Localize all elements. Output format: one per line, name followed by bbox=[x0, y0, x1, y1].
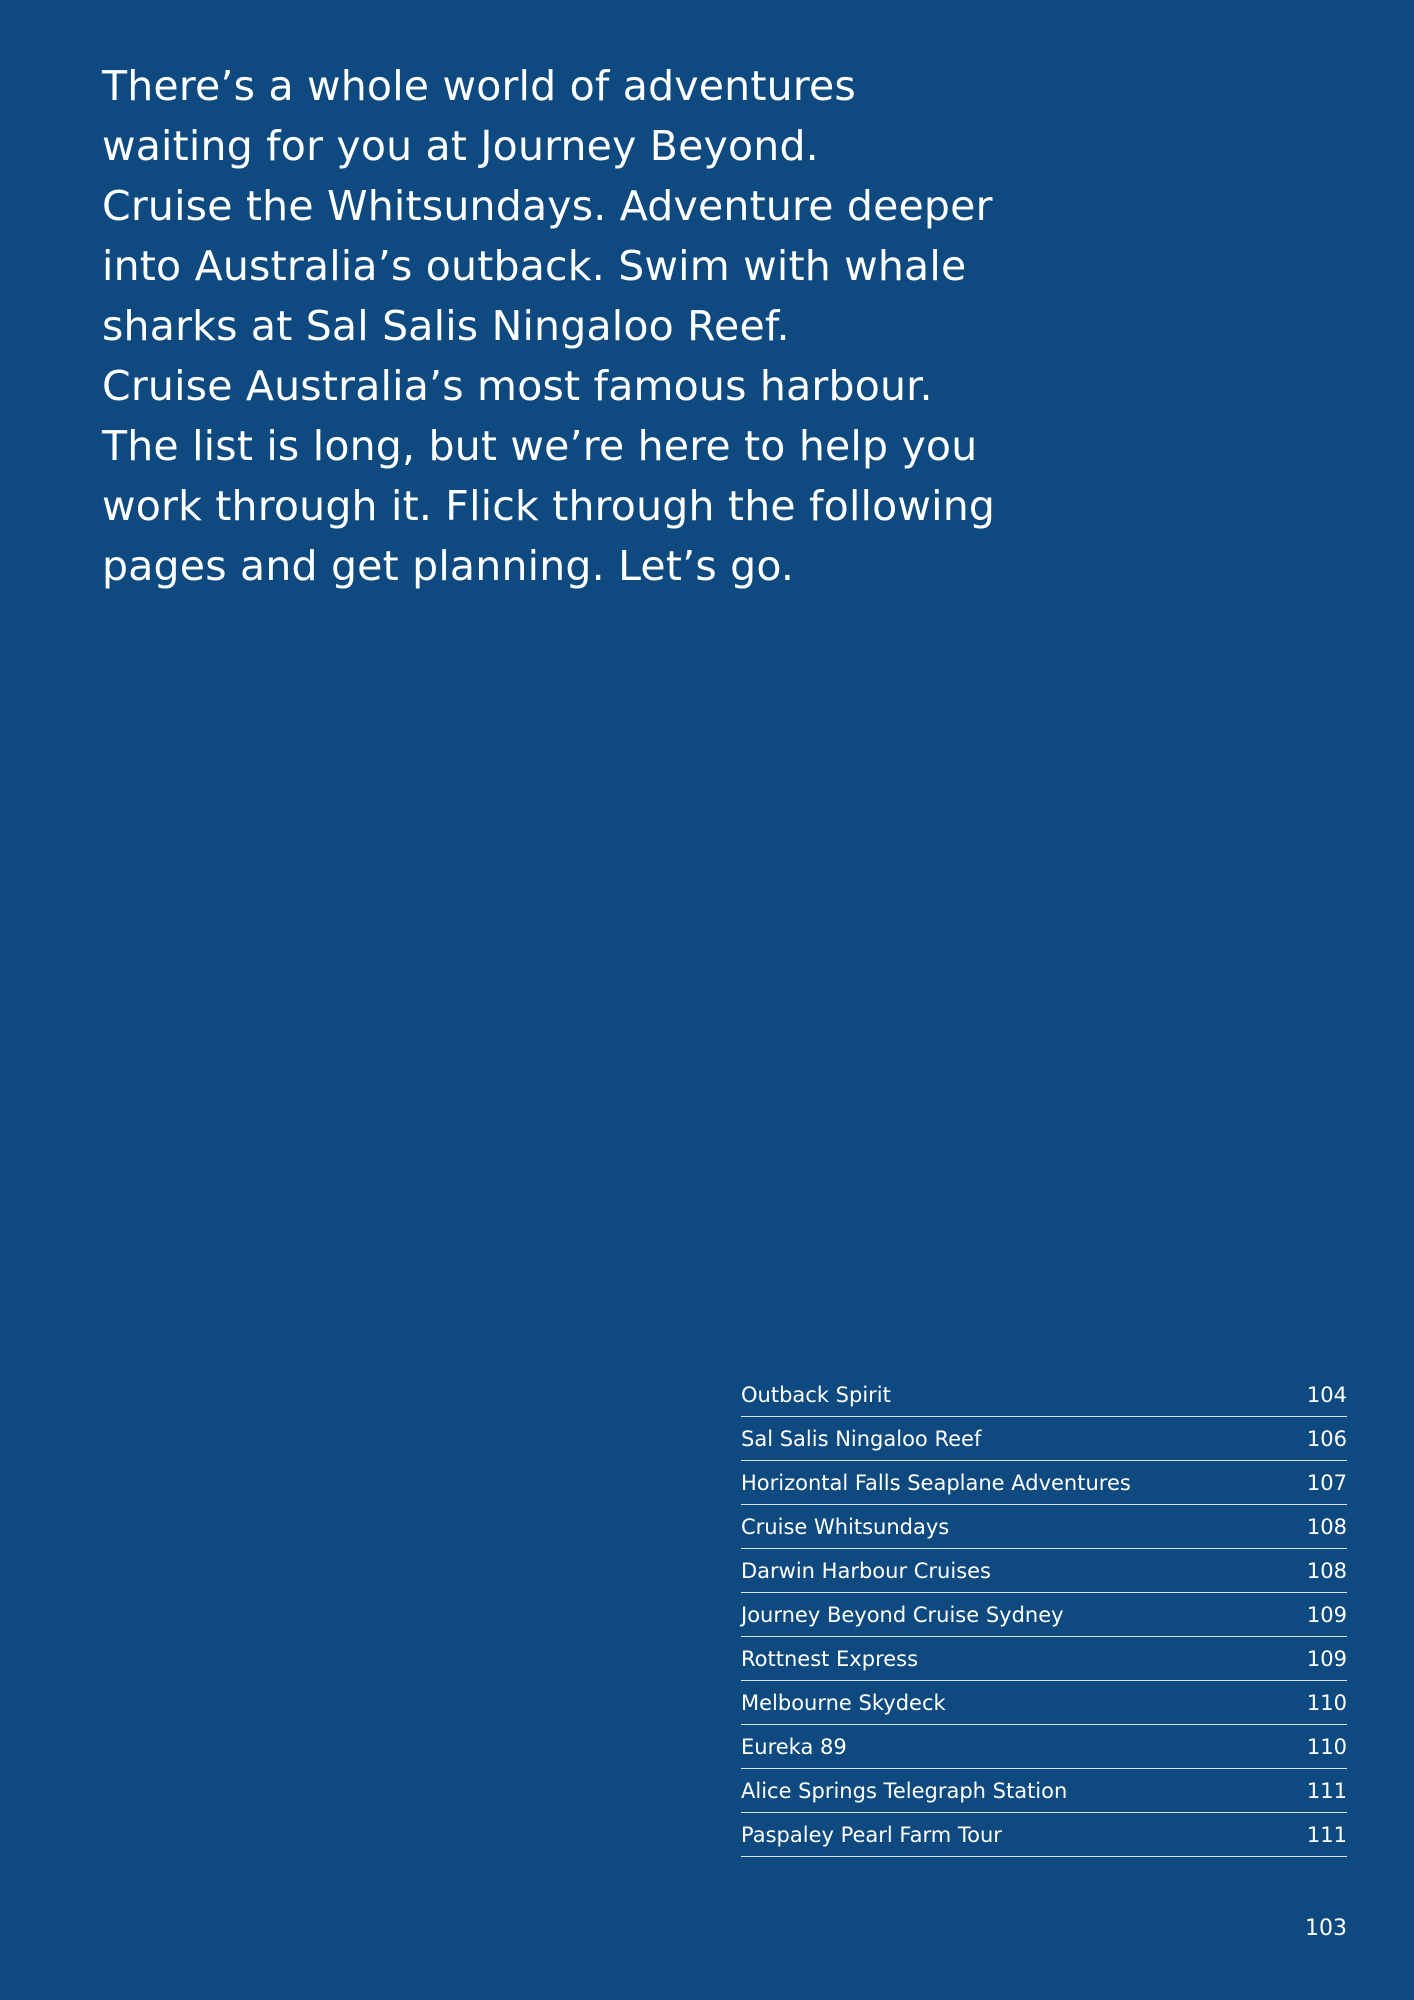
toc-entry-page: 108 bbox=[1306, 1559, 1347, 1583]
toc-entry-page: 106 bbox=[1306, 1427, 1347, 1451]
toc-entry-outback-spirit[interactable] bbox=[741, 1373, 1347, 1417]
toc-entry-page: 109 bbox=[1306, 1647, 1347, 1671]
toc-entry-journey-beyond-cruise-sydney[interactable] bbox=[741, 1593, 1347, 1637]
intro-line: The list is long, but we’re here to help you bbox=[102, 422, 978, 470]
toc-entry-melbourne-skydeck[interactable] bbox=[741, 1681, 1347, 1725]
intro-line: Cruise the Whitsundays. Adventure deeper bbox=[102, 182, 993, 230]
toc-entry-horizontal-falls[interactable] bbox=[741, 1461, 1347, 1505]
toc-entry-page: 109 bbox=[1306, 1603, 1347, 1627]
toc-entry-alice-springs-telegraph-station[interactable] bbox=[741, 1769, 1347, 1813]
toc-entry-title: Outback Spirit bbox=[741, 1383, 891, 1407]
toc-entry-paspaley-pearl-farm-tour[interactable] bbox=[741, 1813, 1347, 1857]
intro-line: into Australia’s outback. Swim with whale bbox=[102, 242, 967, 290]
toc-entry-title: Journey Beyond Cruise Sydney bbox=[741, 1603, 1064, 1627]
intro-line: waiting for you at Journey Beyond. bbox=[102, 122, 819, 170]
toc-entry-title: Sal Salis Ningaloo Reef bbox=[741, 1427, 982, 1451]
intro-line: Cruise Australia’s most famous harbour. bbox=[102, 362, 933, 410]
page-number: 103 bbox=[1305, 1916, 1347, 1941]
toc-entry-page: 110 bbox=[1306, 1735, 1347, 1759]
toc-entry-cruise-whitsundays[interactable] bbox=[741, 1505, 1347, 1549]
intro-line: sharks at Sal Salis Ningaloo Reef. bbox=[102, 302, 790, 350]
toc-entry-title: Alice Springs Telegraph Station bbox=[741, 1779, 1068, 1803]
toc-entry-sal-salis-ningaloo-reef[interactable] bbox=[741, 1417, 1347, 1461]
toc-entry-page: 111 bbox=[1306, 1823, 1347, 1847]
toc-entry-title: Cruise Whitsundays bbox=[741, 1515, 950, 1539]
intro-line: work through it. Flick through the following bbox=[102, 482, 996, 530]
toc-entry-eureka-89[interactable] bbox=[741, 1725, 1347, 1769]
toc-entry-page: 108 bbox=[1306, 1515, 1347, 1539]
toc-entry-title: Melbourne Skydeck bbox=[741, 1691, 946, 1715]
toc-entry-page: 104 bbox=[1306, 1383, 1347, 1407]
toc-entry-page: 110 bbox=[1306, 1691, 1347, 1715]
toc-entry-page: 111 bbox=[1306, 1779, 1347, 1803]
toc-entry-darwin-harbour-cruises[interactable] bbox=[741, 1549, 1347, 1593]
intro-line: pages and get planning. Let’s go. bbox=[102, 542, 795, 590]
toc-entry-title: Paspaley Pearl Farm Tour bbox=[741, 1823, 1002, 1847]
toc-entry-page: 107 bbox=[1306, 1471, 1347, 1495]
toc-entry-title: Darwin Harbour Cruises bbox=[741, 1559, 992, 1583]
toc-entry-rottnest-express[interactable] bbox=[741, 1637, 1347, 1681]
toc-entry-title: Rottnest Express bbox=[741, 1647, 919, 1671]
table-of-contents bbox=[741, 1373, 1347, 1857]
intro-paragraph bbox=[102, 56, 1202, 596]
toc-entry-title: Horizontal Falls Seaplane Adventures bbox=[741, 1471, 1131, 1495]
toc-entry-title: Eureka 89 bbox=[741, 1735, 847, 1759]
intro-line: There’s a whole world of adventures bbox=[102, 62, 856, 110]
